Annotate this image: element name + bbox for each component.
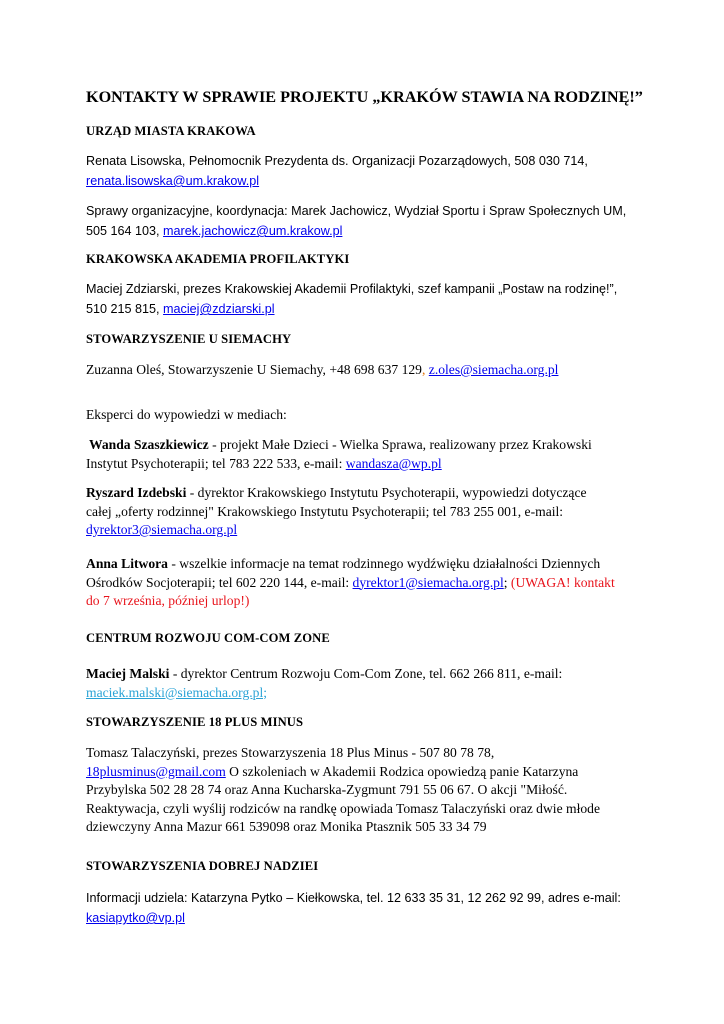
expert-desc: Ośrodków Socjoterapii; tel 602 220 144, e-mail: — [86, 574, 353, 590]
expert-szaszkiewicz-line2 — [86, 455, 646, 474]
section-heading-dobrej-nadziei: STOWARZYSZENIA DOBREJ NADZIEI — [86, 859, 319, 873]
phone-text: 505 164 103, — [86, 224, 164, 238]
section-heading-akademia: KRAKOWSKA AKADEMIA PROFILAKTYKI — [86, 252, 350, 266]
contact-text: Zuzanna Oleś, Stowarzyszenie U Siemachy, +48 698 637 129 — [86, 362, 422, 377]
expert-name: Ryszard Izdebski — [86, 485, 187, 500]
email-link[interactable]: renata.lisowska@um.krakow.pl — [86, 174, 260, 188]
contact-desc: Reaktywacja, czyli wyślij rodziców na randkę opowiada Tomasz Talaczyński oraz dwie młode — [86, 800, 600, 816]
contact-text: Maciej Zdziarski, prezes Krakowskiej Akademii Profilaktyki, szef kampanii „Postaw na rodzinę!”, — [86, 282, 618, 296]
expert-desc: - projekt Małe Dzieci - Wielka Sprawa, realizowany przez Krakowski — [208, 437, 592, 452]
email-link[interactable]: maciek.malski@siemacha.org.pl; — [86, 684, 268, 700]
contact-malski — [86, 665, 646, 702]
expert-desc: całej „oferty rodzinnej" Krakowskiego Instytutu Psychoterapii; tel 783 255 001, e-mail: — [86, 503, 564, 519]
section-heading-siemachy: STOWARZYSZENIE U SIEMACHY — [86, 332, 292, 346]
expert-name: Anna Litwora — [86, 556, 168, 571]
expert-szaszkiewicz — [89, 436, 649, 455]
warning-text: do 7 września, później urlop!) — [86, 593, 250, 608]
section-heading-urzad: URZĄD MIASTA KRAKOWA — [86, 124, 256, 138]
contact-desc: O szkoleniach w Akademii Rodzica opowiedzą panie Katarzyna — [225, 763, 579, 779]
email-link[interactable]: z.oles@siemacha.org.pl — [428, 362, 559, 377]
contact-text: Sprawy organizacyjne, koordynacja: Marek Jachowicz, Wydział Sportu i Spraw Społecznych UM, — [86, 204, 627, 218]
expert-name: Wanda Szaszkiewicz — [89, 437, 209, 452]
contact-desc: Tomasz Talaczyński, prezes Stowarzyszenia 18 Plus Minus - 507 80 78 78, — [86, 745, 495, 760]
experts-intro: Eksperci do wypowiedzi w mediach: — [86, 407, 287, 422]
contact-oles — [86, 361, 646, 380]
contact-text: Renata Lisowska, Pełnomocnik Prezydenta ds. Organizacji Pozarządowych, 508 030 714, — [86, 154, 588, 168]
contact-lisowska — [86, 151, 646, 191]
email-link[interactable]: dyrektor1@siemacha.org.pl — [352, 574, 504, 590]
contact-desc: - dyrektor Centrum Rozwoju Com-Com Zone, tel. 662 266 811, e-mail: — [169, 666, 563, 681]
section-heading-comcom: CENTRUM ROZWOJU COM-COM ZONE — [86, 631, 330, 645]
phone-text: 510 215 815, — [86, 302, 164, 316]
email-link[interactable]: dyrektor3@siemacha.org.pl — [86, 522, 238, 537]
contact-desc: Informacji udziela: Katarzyna Pytko – Kiełkowska, tel. 12 633 35 31, 12 262 92 99, adres e-mail: — [86, 891, 621, 905]
expert-desc: Instytut Psychoterapii; tel 783 222 533, e-mail: — [86, 456, 346, 471]
expert-izdebski — [86, 484, 646, 540]
expert-desc: - wszelkie informacje na temat rodzinnego wydźwięku działalności Dziennych — [167, 556, 601, 571]
warning-text: (UWAGA! kontakt — [510, 574, 615, 590]
email-link[interactable]: marek.jachowicz@um.krakow.pl — [163, 224, 343, 238]
email-link[interactable]: kasiapytko@vp.pl — [86, 911, 185, 925]
contact-pytko — [86, 888, 666, 928]
comma-text: , — [421, 362, 429, 377]
email-link[interactable]: maciej@zdziarski.pl — [163, 302, 275, 316]
separator-text: ; — [503, 574, 511, 590]
contact-desc: dziewczyny Anna Mazur 661 539098 oraz Monika Ptasznik 505 33 34 79 — [86, 819, 487, 834]
contact-jachowicz — [86, 201, 646, 241]
email-link[interactable]: 18plusminus@gmail.com — [86, 763, 226, 779]
contact-name: Maciej Malski — [86, 666, 170, 681]
section-heading-18plus: STOWARZYSZENIE 18 PLUS MINUS — [86, 715, 304, 729]
expert-desc: - dyrektor Krakowskiego Instytutu Psychoterapii, wypowiedzi dotyczące — [186, 485, 587, 500]
contact-zdziarski — [86, 279, 646, 319]
contact-talaczynski — [86, 744, 661, 837]
contact-desc: Przybylska 502 28 28 74 oraz Anna Kucharska-Zygmunt 791 55 06 67. O akcji "Miłość. — [86, 782, 568, 797]
expert-litwora — [86, 555, 646, 611]
email-link[interactable]: wandasza@wp.pl — [345, 456, 442, 471]
page-title: KONTAKTY W SPRAWIE PROJEKTU „KRAKÓW STAWIA NA RODZINĘ!” — [86, 88, 643, 106]
